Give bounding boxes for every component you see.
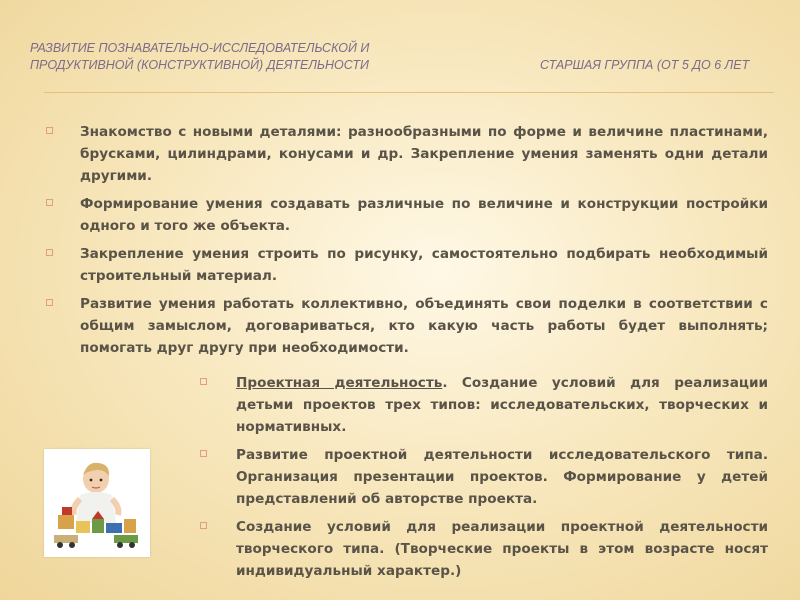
slide-title-line-2: ПРОДУКТИВНОЙ (КОНСТРУКТИВНОЙ) ДЕЯТЕЛЬНОСТИ — [30, 58, 369, 72]
project-activity-list — [198, 372, 768, 588]
list-item-text: Развитие умения работать коллективно, объединять свои поделки в соответствии с общим замыслом, договариваться, кто какую часть работы будет выполнять; помогать друг другу при необходимости. — [80, 296, 768, 356]
list-item — [198, 516, 768, 582]
list-item-text: Создание условий для реализации проектной деятельности творческого типа. (Творческие проекты в этом возрасте носят индивидуальный характер.) — [236, 519, 768, 579]
square-bullet-icon — [200, 378, 207, 385]
age-group-label: СТАРШАЯ ГРУППА (ОТ 5 ДО 6 ЛЕТ — [540, 58, 750, 72]
list-item-text: Закрепление умения строить по рисунку, самостоятельно подбирать необходимый строительный материал. — [80, 246, 768, 284]
list-item-text: . Создание условий для реализации детьми проектов трех типов: исследовательских, творческих и нормативных. — [236, 375, 768, 435]
square-bullet-icon — [200, 522, 207, 529]
list-item-text: Формирование умения создавать различные по величине и конструкции постройки одного и того же объекта. — [80, 196, 768, 234]
list-item — [44, 243, 768, 287]
list-item-text: Развитие проектной деятельности исследовательского типа. Организация презентации проектов. Формирование у детей представлений об авторстве проекта. — [236, 447, 768, 507]
list-item — [44, 193, 768, 237]
square-bullet-icon — [200, 450, 207, 457]
slide-title — [30, 40, 450, 74]
list-item — [198, 372, 768, 438]
square-bullet-icon — [46, 249, 53, 256]
list-item — [44, 293, 768, 359]
child-with-blocks-illustration — [44, 449, 150, 557]
list-item — [44, 121, 768, 187]
list-item-text: Знакомство с новыми деталями: разнообразными по форме и величине пластинами, брусками, цилиндрами, конусами и др. Закрепление умения заменять одни детали другими. — [80, 124, 768, 184]
list-item — [198, 444, 768, 510]
slide-title-line-1: РАЗВИТИЕ ПОЗНАВАТЕЛЬНО-ИССЛЕДОВАТЕЛЬСКОЙ И — [30, 41, 370, 55]
square-bullet-icon — [46, 127, 53, 134]
square-bullet-icon — [46, 299, 53, 306]
construction-skills-list — [44, 121, 768, 365]
project-activity-heading: Проектная деятельность — [236, 375, 443, 391]
square-bullet-icon — [46, 199, 53, 206]
header-divider — [44, 92, 774, 93]
child-with-blocks-photo — [44, 449, 150, 557]
